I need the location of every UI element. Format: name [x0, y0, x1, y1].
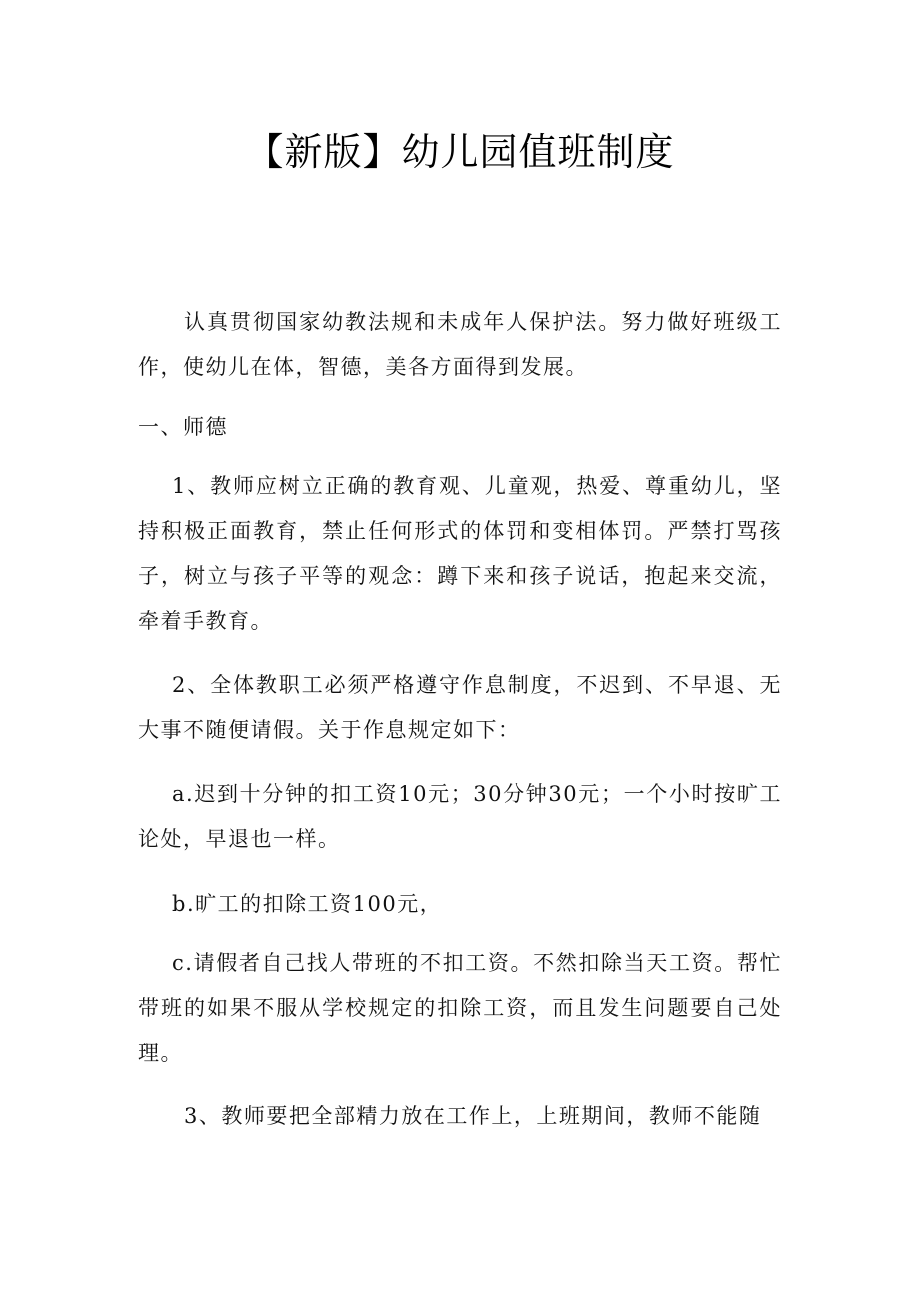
- rule-1-paragraph: 1、教师应树立正确的教育观、儿童观，热爱、尊重幼儿，坚持积极正面教育，禁止任何形式的体罚和变相体罚。严禁打骂孩子，树立与孩子平等的观念：蹲下来和孩子说话，抱起来交流，牵着手教育。: [138, 474, 782, 633]
- intro-paragraph: 认真贯彻国家幼教法规和未成年人保护法。努力做好班级工作，使幼儿在体，智德，美各方面得到发展。: [138, 310, 782, 379]
- document-title: 【新版】幼儿园值班制度: [245, 130, 675, 174]
- rule-2b-paragraph: b.旷工的扣除工资100元，: [172, 892, 443, 916]
- section-heading-teacher-ethics: 一、师德: [138, 415, 228, 439]
- rule-2-paragraph: 2、全体教职工必须严格遵守作息制度，不迟到、不早退、无大事不随便请假。关于作息规定如下：: [138, 673, 782, 742]
- rule-3-paragraph: 3、教师要把全部精力放在工作上，上班期间，教师不能随: [184, 1104, 762, 1128]
- rule-2a-paragraph: a.迟到十分钟的扣工资10元；30分钟30元；一个小时按旷工论处，早退也一样。: [138, 782, 782, 851]
- rule-2c-paragraph: c.请假者自己找人带班的不扣工资。不然扣除当天工资。帮忙带班的如果不服从学校规定的扣除工资，而且发生问题要自己处理。: [138, 951, 782, 1065]
